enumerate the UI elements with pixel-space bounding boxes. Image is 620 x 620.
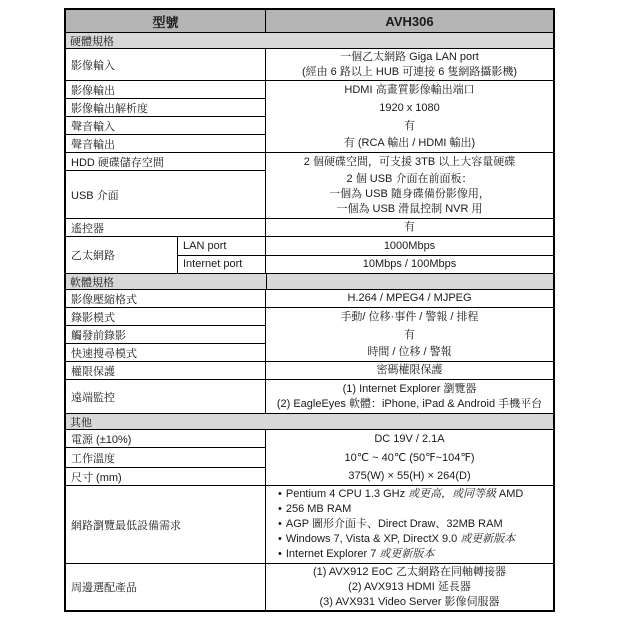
row-video-output-resolution — [66, 99, 553, 117]
value-remote-surveillance-line1: (1) Internet Explorer 瀏覽器 — [342, 382, 477, 395]
row-record-mode — [66, 308, 553, 326]
label-power: 電源 (±10%) — [66, 430, 266, 448]
requirement-text: AMD — [498, 488, 524, 500]
requirement-item — [278, 547, 434, 562]
bullet-icon: • — [278, 488, 282, 500]
value-video-output-resolution: 1920 x 1080 — [379, 101, 440, 114]
value-remote-control: 有 — [404, 221, 415, 233]
value-audio-output: 有 (RCA 輸出 / HDMI 輸出) — [343, 137, 476, 149]
ethernet-subrows — [178, 237, 553, 273]
value-power: DC 19V / 2.1A — [374, 432, 445, 445]
value-video-output: HDMI 高畫質影像輸出端口 — [344, 83, 475, 96]
label-dimensions: 尺寸 (mm) — [66, 468, 266, 485]
label-hdd: HDD 硬碟儲存空間 — [66, 153, 266, 171]
label-remote-control: 遙控器 — [66, 219, 266, 236]
value-dimensions: 375(W) × 55(H) × 264(D) — [348, 470, 471, 482]
value-video-input-line1: 一個乙太網路 Giga LAN port — [340, 50, 479, 63]
row-hdd — [66, 153, 553, 171]
value-privilege: 密碼權限保護 — [376, 364, 443, 376]
label-video-output: 影像輸出 — [66, 81, 266, 99]
section-other — [66, 414, 553, 430]
label-temperature: 工作溫度 — [66, 448, 266, 468]
requirement-text: 256 MB RAM — [285, 503, 352, 515]
section-software-divider — [266, 274, 267, 289]
value-usb-line1: 2 個 USB 介面在前面板： — [346, 173, 473, 185]
label-internet-port: Internet port — [178, 256, 266, 274]
label-quick-search: 快速搜尋模式 — [66, 344, 266, 361]
value-compression: H.264 / MPEG4 / MJPEG — [347, 292, 472, 304]
bullet-icon: • — [278, 548, 282, 560]
bullet-icon: • — [278, 503, 282, 515]
row-ethernet — [66, 237, 553, 274]
label-privilege: 權限保護 — [66, 362, 266, 379]
label-record-mode: 錄影模式 — [66, 308, 266, 326]
requirement-text-italic: 或更新版本 — [379, 548, 435, 560]
ethernet-internet-row — [178, 256, 553, 274]
requirement-item — [278, 487, 523, 502]
requirement-text: Windows 7, Vista & XP, DirectX 9.0 — [285, 533, 461, 545]
header-model-label: 型號 — [66, 10, 266, 32]
value-hdd: 2 個硬碟空間，可支援 3TB 以上大容量硬碟 — [303, 155, 516, 168]
row-power — [66, 430, 553, 448]
value-quick-search: 時間 / 位移 / 警報 — [367, 346, 452, 358]
row-video-output — [66, 81, 553, 99]
value-lan-port: 1000Mbps — [383, 239, 436, 252]
label-usb: USB 介面 — [66, 171, 266, 218]
value-internet-port: 10Mbps / 100Mbps — [362, 258, 457, 271]
row-quick-search — [66, 344, 553, 362]
value-optional-products — [266, 564, 553, 610]
bullet-icon: • — [278, 533, 282, 545]
requirement-text-italic: 或更高，或同等級 — [408, 488, 499, 500]
requirement-item — [278, 517, 503, 532]
row-compression — [66, 290, 553, 308]
requirement-text: AGP 圖形介面卡、Direct Draw、32MB RAM — [285, 518, 503, 530]
section-other-label: 其他 — [70, 416, 92, 429]
label-ethernet: 乙太網路 — [66, 237, 178, 273]
row-video-input — [66, 49, 553, 81]
value-usb — [266, 171, 553, 218]
label-video-input: 影像輸入 — [66, 49, 266, 80]
value-remote-surveillance — [266, 380, 553, 413]
value-usb-line3: 一個為 USB 滑鼠控制 NVR 用 — [336, 203, 483, 215]
value-usb-line2: 一個為 USB 隨身碟備份影像用， — [329, 188, 490, 200]
label-optional-products: 周邊選配產品 — [66, 564, 266, 610]
section-hardware-label: 硬體規格 — [70, 35, 114, 48]
row-remote-control — [66, 219, 553, 237]
section-software-label: 軟體規格 — [70, 276, 114, 289]
value-optional-line1: (1) AVX912 EoC 乙太網路在同軸轉接器 — [313, 565, 506, 578]
row-dimensions — [66, 468, 553, 486]
requirement-text: Internet Explorer 7 — [285, 548, 380, 560]
section-hardware — [66, 33, 553, 49]
value-video-input-line2: (經由 6 路以上 HUB 可連接 6 隻網路攝影機) — [301, 65, 518, 78]
value-video-input — [266, 49, 553, 80]
requirement-item — [278, 532, 515, 547]
header-model-value: AVH306 — [385, 13, 434, 29]
section-software — [66, 274, 553, 290]
value-remote-surveillance-line2: (2) EagleEyes 軟體：iPhone, iPad & Android 手機平台 — [276, 397, 543, 410]
value-record-mode: 手動/ 位移·事件 / 警報 / 排程 — [340, 310, 479, 323]
label-lan-port: LAN port — [178, 237, 266, 255]
label-min-requirements: 網路瀏覽最低設備需求 — [66, 486, 266, 563]
bullet-icon: • — [278, 518, 282, 530]
row-temperature — [66, 448, 553, 468]
table-header-row — [66, 10, 553, 33]
row-audio-input — [66, 117, 553, 135]
requirement-item — [278, 502, 351, 517]
label-audio-output: 聲音輸出 — [66, 135, 266, 152]
value-optional-line3: (3) AVX931 Video Server 影像伺服器 — [319, 595, 500, 608]
spec-table — [64, 8, 555, 612]
requirement-text-italic: 或更新版本 — [460, 533, 516, 545]
value-temperature: 10℃ ~ 40℃ (50℉~104℉) — [344, 451, 475, 464]
row-remote-surveillance — [66, 380, 553, 414]
row-audio-output — [66, 135, 553, 153]
label-video-output-resolution: 影像輸出解析度 — [66, 99, 266, 117]
row-usb — [66, 171, 553, 219]
label-remote-surveillance: 遠端監控 — [66, 380, 266, 413]
label-compression: 影像壓縮格式 — [66, 290, 266, 307]
value-min-requirements — [266, 486, 553, 563]
row-optional-products — [66, 564, 553, 610]
row-pre-record — [66, 326, 553, 344]
row-privilege — [66, 362, 553, 380]
ethernet-lan-row — [178, 237, 553, 256]
requirement-text: Pentium 4 CPU 1.3 GHz — [285, 488, 409, 500]
label-pre-record: 觸發前錄影 — [66, 326, 266, 344]
row-min-requirements — [66, 486, 553, 564]
value-audio-input: 有 — [404, 119, 415, 132]
value-pre-record: 有 — [404, 328, 415, 341]
label-audio-input: 聲音輸入 — [66, 117, 266, 135]
value-optional-line2: (2) AVX913 HDMI 延長器 — [348, 580, 471, 593]
